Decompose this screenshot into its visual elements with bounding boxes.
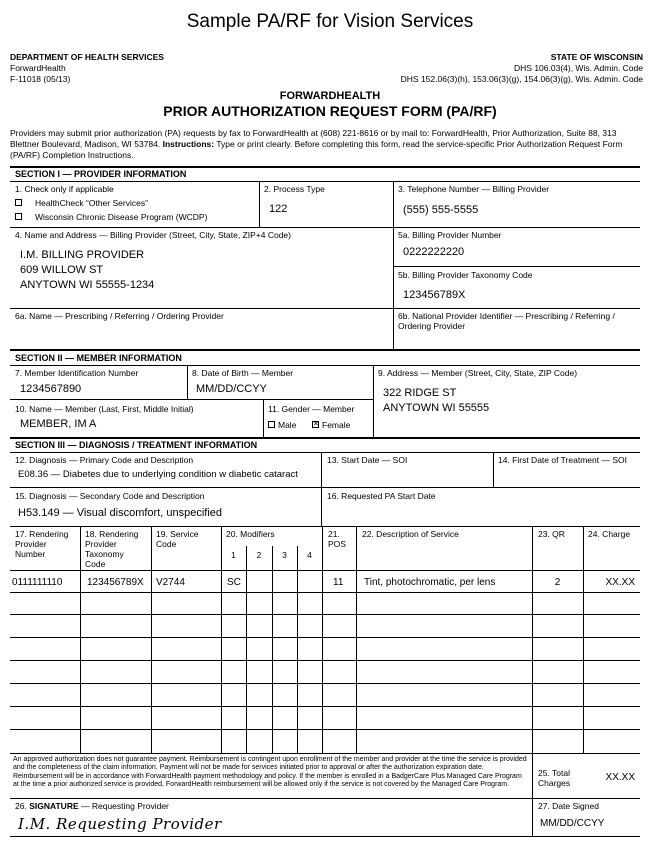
field-6a-label: 6a. Name — Prescribing / Referring / Ordering Provider xyxy=(15,311,224,321)
process-type-field[interactable]: 122 xyxy=(269,203,288,215)
field-2-label: 2. Process Type xyxy=(264,184,325,194)
gender-male-label: Male xyxy=(278,420,297,430)
payment-disclaimer: An approved authorization does not guarantee payment. Reimbursement is contingent upon enrollment of the member and provider at the time the service is provided and the completeness of the claim information. Payment will not be made for services initiated prior to approval or after the authorization expiration date. Reimbursement will be in accordance with ForwardHealth payment methodology and policy. If the member is enrolled in a BadgerCare Plus Managed Care Program at the time a prior authorized service is provided, ForwardHealth reimbursement will be allowed only if the service is not covered by the Managed Care Program. xyxy=(13,756,527,789)
row-1-qr[interactable]: 2 xyxy=(554,577,561,588)
intro-main: Providers may submit prior authorization (PA) requests by fax to ForwardHealth at (608) 221-8616 or by mail to: ForwardHealth, Prior Authorization, Suite 88, 313 Blettner Boulevard, Madison, WI 53784. xyxy=(10,128,617,149)
section-2-title: SECTION II — MEMBER INFORMATION xyxy=(15,353,182,363)
modifier-2-header: 2 xyxy=(256,550,262,560)
field-26-label: 26. SIGNATURE — Requesting Provider xyxy=(15,801,169,811)
admin-code-2: DHS 152.06(3)(h), 153.06(3)(g), 154.06(3)(g), Wis. Admin. Code xyxy=(400,74,643,84)
wcdp-checkbox[interactable] xyxy=(15,213,22,220)
field-3-label: 3. Telephone Number — Billing Provider xyxy=(398,184,550,194)
provider-signature[interactable]: I.M. Requesting Provider xyxy=(18,815,222,833)
row-1-provider-number[interactable]: 0111111110 xyxy=(12,577,63,588)
gender-female-label: Female xyxy=(322,420,351,430)
billing-taxonomy-field[interactable]: 123456789X xyxy=(403,289,466,301)
member-name-field[interactable]: MEMBER, IM A xyxy=(20,418,97,430)
member-id-field[interactable]: 1234567890 xyxy=(20,383,82,395)
agency-name: ForwardHealth xyxy=(10,63,66,73)
wcdp-label: Wisconsin Chronic Disease Program (WCDP) xyxy=(35,212,208,222)
member-dob-field[interactable]: MM/DD/CCYY xyxy=(196,383,267,395)
field-12-label: 12. Diagnosis — Primary Code and Description xyxy=(15,455,194,465)
billing-address-line-3[interactable]: ANYTOWN WI 55555-1234 xyxy=(20,279,155,291)
healthcheck-option[interactable] xyxy=(15,198,148,208)
field-16-label: 16. Requested PA Start Date xyxy=(327,491,436,501)
billing-phone-field[interactable]: (555) 555-5555 xyxy=(403,204,479,216)
healthcheck-checkbox[interactable] xyxy=(15,199,22,206)
field-11-label: 11. Gender — Member xyxy=(268,404,355,414)
field-13-label: 13. Start Date — SOI xyxy=(327,455,408,465)
gender-male-option[interactable] xyxy=(268,420,296,430)
gender-male-checkbox[interactable] xyxy=(268,421,275,428)
form-number: F-11018 (05/13) xyxy=(10,74,71,84)
secondary-diagnosis-field[interactable]: H53.149 — Visual discomfort, unspecified xyxy=(18,507,223,519)
field-8-label: 8. Date of Birth — Member xyxy=(192,368,294,378)
section-1-title: SECTION I — PROVIDER INFORMATION xyxy=(15,169,187,179)
modifier-4-header: 4 xyxy=(307,550,312,560)
col-23-header: 23. QR xyxy=(538,529,565,539)
row-1-taxonomy[interactable]: 123456789X xyxy=(87,577,144,588)
billing-name-line-1[interactable]: I.M. BILLING PROVIDER xyxy=(20,249,145,261)
modifier-3-header: 3 xyxy=(282,550,287,560)
gender-female-checkbox[interactable]: ✕ xyxy=(313,421,319,429)
modifier-1-header: 1 xyxy=(231,550,236,560)
date-signed-field[interactable]: MM/DD/CCYY xyxy=(540,818,605,829)
row-1-description[interactable]: Tint, photochromatic, per lens xyxy=(364,577,496,588)
col-21-header: 21. POS xyxy=(328,529,346,549)
field-15-label: 15. Diagnosis — Secondary Code and Description xyxy=(15,491,205,501)
header-right xyxy=(300,52,643,85)
field-25-label: 25. Total Charges xyxy=(538,768,571,788)
col-18-header: 18. Rendering Provider Taxonomy Code xyxy=(85,529,139,569)
primary-diagnosis-field[interactable]: E08.36 — Diabetes due to underlying condition w diabetic cataract xyxy=(18,469,298,480)
field-7-label: 7. Member Identification Number xyxy=(15,368,139,378)
col-17-header: 17. Rendering Provider Number xyxy=(15,529,69,559)
state-name: STATE OF WISCONSIN xyxy=(550,52,643,62)
section-3-title: SECTION III — DIAGNOSIS / TREATMENT INFORMATION xyxy=(15,440,258,450)
form-title: PRIOR AUTHORIZATION REQUEST FORM (PA/RF) xyxy=(163,103,497,119)
field-5a-label: 5a. Billing Provider Number xyxy=(398,230,502,240)
gender-female-option[interactable] xyxy=(312,420,350,430)
admin-code-1: DHS 106.03(4), Wis. Admin. Code xyxy=(514,63,643,73)
form-agency: FORWARDHEALTH xyxy=(279,90,381,102)
field-1-label: 1. Check only if applicable xyxy=(15,184,114,194)
member-address-line-1[interactable]: 322 RIDGE ST xyxy=(383,387,457,399)
col-22-header: 22. Description of Service xyxy=(362,529,459,539)
field-10-label: 10. Name — Member (Last, First, Middle Initial) xyxy=(15,404,194,414)
row-1-service-code[interactable]: V2744 xyxy=(156,577,185,588)
field-14-label: 14. First Date of Treatment — SOI xyxy=(498,455,627,465)
intro-instructions-label: Instructions: xyxy=(162,139,215,149)
field-9-label: 9. Address — Member (Street, City, State, ZIP Code) xyxy=(378,368,578,378)
billing-provider-number-field[interactable]: 0222222220 xyxy=(403,246,465,258)
field-4-label: 4. Name and Address — Billing Provider (Street, City, State, ZIP+4 Code) xyxy=(15,230,291,240)
page-title: Sample PA/RF for Vision Services xyxy=(186,11,474,32)
col-19-header: 19. Service Code xyxy=(156,529,199,549)
billing-address-line-2[interactable]: 609 WILLOW ST xyxy=(20,264,104,276)
intro-text xyxy=(10,128,640,161)
col-20-header: 20. Modifiers xyxy=(226,529,275,539)
row-1-modifier-1[interactable]: SC xyxy=(227,577,241,588)
healthcheck-label: HealthCheck “Other Services” xyxy=(35,198,148,208)
row-1-charge[interactable]: XX.XX xyxy=(605,577,635,588)
total-charges-field[interactable]: XX.XX xyxy=(605,772,635,783)
wcdp-option[interactable] xyxy=(15,212,207,222)
member-address-line-2[interactable]: ANYTOWN WI 55555 xyxy=(383,402,490,414)
field-6b-label: 6b. National Provider Identifier — Prescribing / Referring / Ordering Provider xyxy=(398,311,615,331)
row-1-pos[interactable]: 11 xyxy=(333,577,344,588)
field-5b-label: 5b. Billing Provider Taxonomy Code xyxy=(398,270,533,280)
field-27-label: 27. Date Signed xyxy=(538,801,599,811)
intro-instructions: Type or print clearly. Before completing this form, read the service-specific Prior Authorization Request Form (PA/RF) Completion Instructions. xyxy=(10,139,623,160)
department-name: DEPARTMENT OF HEALTH SERVICES xyxy=(10,52,164,62)
col-24-header: 24. Charge xyxy=(588,529,631,539)
header-left xyxy=(10,52,310,85)
